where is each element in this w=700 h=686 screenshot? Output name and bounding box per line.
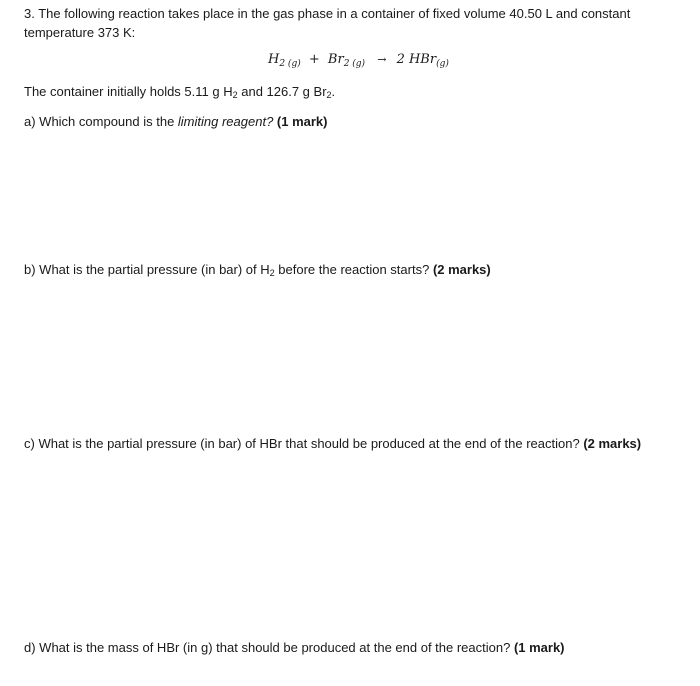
question-d [24, 640, 565, 655]
h2-subscript: 2 (g) [279, 59, 301, 69]
question-c-text: c) What is the partial pressure (in bar) of HBr that should be produced at the end of the reaction? [24, 436, 584, 451]
question-b-marks: (2 marks) [432, 262, 491, 277]
hbr-subscript: (g) [436, 59, 449, 69]
holds-prefix: The container initially holds 5.11 g H [24, 84, 233, 99]
holds-suffix: . [331, 84, 336, 99]
question-b-subscript: 2 [269, 268, 275, 278]
holds-middle: and 126.7 g Br [237, 84, 327, 99]
question-d-marks: (1 mark) [513, 640, 565, 655]
question-d-text: d) What is the mass of HBr (in g) that should be produced at the end of the reaction? [24, 640, 514, 655]
reaction-equation [268, 52, 449, 69]
holds-br2-subscript: 2 [326, 90, 332, 100]
question-b-text: b) What is the partial pressure (in bar) of H [24, 262, 270, 277]
question-a-text: a) Which compound is the [24, 114, 178, 129]
holds-h2-subscript: 2 [232, 90, 238, 100]
h2-symbol: H [268, 52, 280, 67]
br2-symbol: Br [327, 52, 344, 67]
question-a-marks: (1 mark) [273, 114, 328, 129]
plus-sign: + [308, 52, 320, 67]
reaction-arrow: → [377, 53, 387, 66]
question-intro [24, 4, 630, 42]
question-c [24, 436, 641, 451]
intro-line-2: temperature 373 K: [24, 25, 136, 40]
question-a [24, 114, 328, 129]
intro-line-1: 3. The following reaction takes place in the gas phase in a container of fixed volume 40.50 L and constant [24, 6, 631, 21]
br2-subscript: 2 (g) [343, 59, 366, 69]
question-c-marks: (2 marks) [583, 436, 642, 451]
hbr-symbol: 2 HBr [396, 52, 437, 67]
question-a-emphasis: limiting reagent? [177, 114, 274, 129]
question-b [24, 262, 491, 278]
question-b-text-after: before the reaction starts? [274, 262, 433, 277]
initial-amounts [24, 84, 335, 100]
